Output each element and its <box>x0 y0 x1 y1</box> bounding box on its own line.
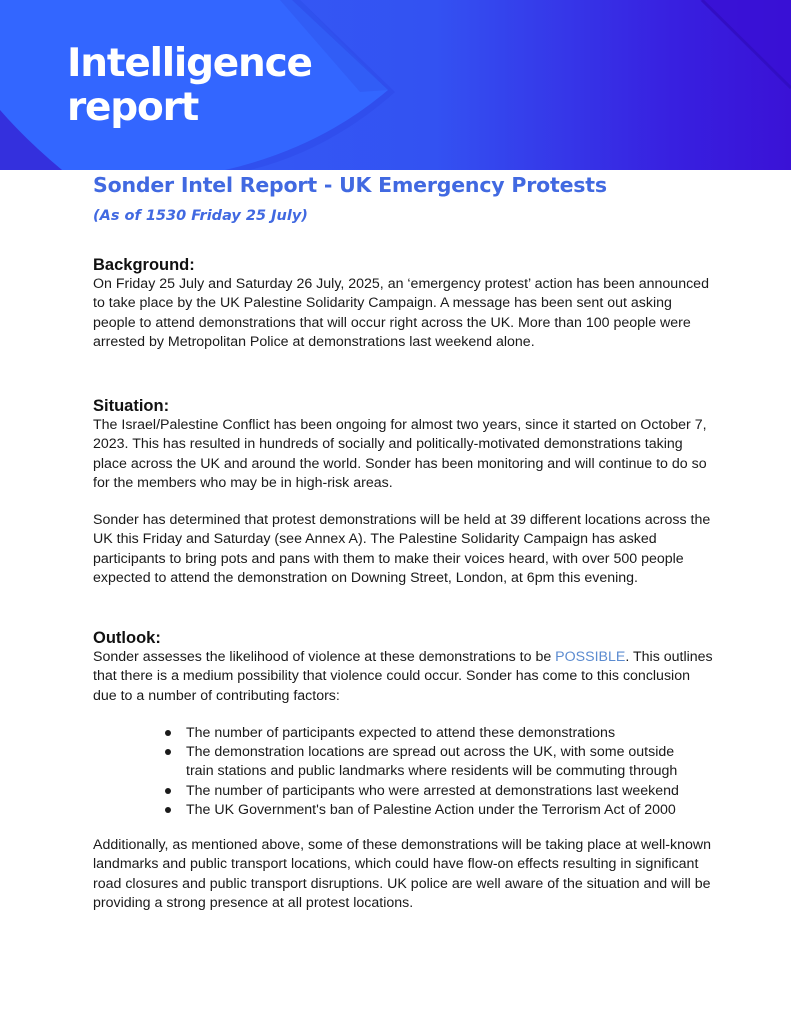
bullet-icon <box>165 749 171 755</box>
background-paragraph: On Friday 25 July and Saturday 26 July, 2025, an ‘emergency protest’ action has been announced to take place by the UK Palestine Solidarity Campaign. A message has been sent out asking people to attend demonstrations that will occur right across the UK. More than 100 people were arrested by Metropolitan Police at demonstrations last weekend alone. <box>93 276 709 351</box>
factor-item <box>160 782 700 801</box>
banner-title-line-2: report <box>67 85 199 130</box>
outlook-closing-paragraph: Additionally, as mentioned above, some of these demonstrations will be taking place at well-known landmarks and public transport locations, which could have flow-on effects resulting in significant road closures and public transport disruptions. UK police are well aware of the situation and will be providing a strong presence at all protest locations. <box>93 837 712 912</box>
banner-title-line-1: Intelligence <box>67 41 312 86</box>
header-banner <box>0 0 791 170</box>
report-title: Sonder Intel Report - UK Emergency Protests <box>93 173 607 197</box>
factor-item <box>160 801 700 820</box>
outlook-intro-after: . This outlines that there is a medium possibility that violence could occur. Sonder has come to this conclusion due to a number of contributing factors: <box>93 649 713 704</box>
situation-section-continued <box>93 511 713 589</box>
banner-title <box>67 42 312 130</box>
situation-section <box>93 396 713 494</box>
report-timestamp: (As of 1530 Friday 25 July) <box>93 208 308 224</box>
outlook-heading: Outlook: <box>93 629 161 647</box>
factor-item <box>160 724 700 743</box>
contributing-factors-list <box>160 724 700 820</box>
bullet-icon <box>165 807 171 813</box>
factor-item <box>160 743 700 781</box>
situation-heading: Situation: <box>93 397 170 415</box>
background-heading: Background: <box>93 256 195 274</box>
background-section <box>93 255 713 353</box>
factor-text: The number of participants who were arrested at demonstrations last weekend <box>186 782 679 799</box>
factor-text: The demonstration locations are spread out across the UK, with some outside train stations and public landmarks where residents will be commuting through <box>186 744 678 780</box>
likelihood-rating: POSSIBLE <box>555 649 626 665</box>
outlook-closing-section <box>93 836 713 914</box>
situation-paragraph-2: Sonder has determined that protest demonstrations will be held at 39 different locations across the UK this Friday and Saturday (see Annex A). The Palestine Solidarity Campaign has asked participants to bring pots and pans with them to make their voices heard, with over 500 people expected to attend the demonstration on Downing Street, London, at 6pm this evening. <box>93 512 711 587</box>
situation-paragraph-1: The Israel/Palestine Conflict has been ongoing for almost two years, since it started on October 7, 2023. This has resulted in hundreds of socially and politically-motivated demonstrations taking place across the UK and around the world. Sonder has been monitoring and will continue to do so for the members who may be in high-risk areas. <box>93 417 707 492</box>
outlook-intro <box>93 648 713 706</box>
outlook-section <box>93 628 713 706</box>
bullet-icon <box>165 788 171 794</box>
bullet-icon <box>165 730 171 736</box>
factor-text: The UK Government's ban of Palestine Action under the Terrorism Act of 2000 <box>186 801 676 818</box>
outlook-intro-before: Sonder assesses the likelihood of violence at these demonstrations to be <box>93 649 556 665</box>
factor-text: The number of participants expected to attend these demonstrations <box>186 725 616 741</box>
